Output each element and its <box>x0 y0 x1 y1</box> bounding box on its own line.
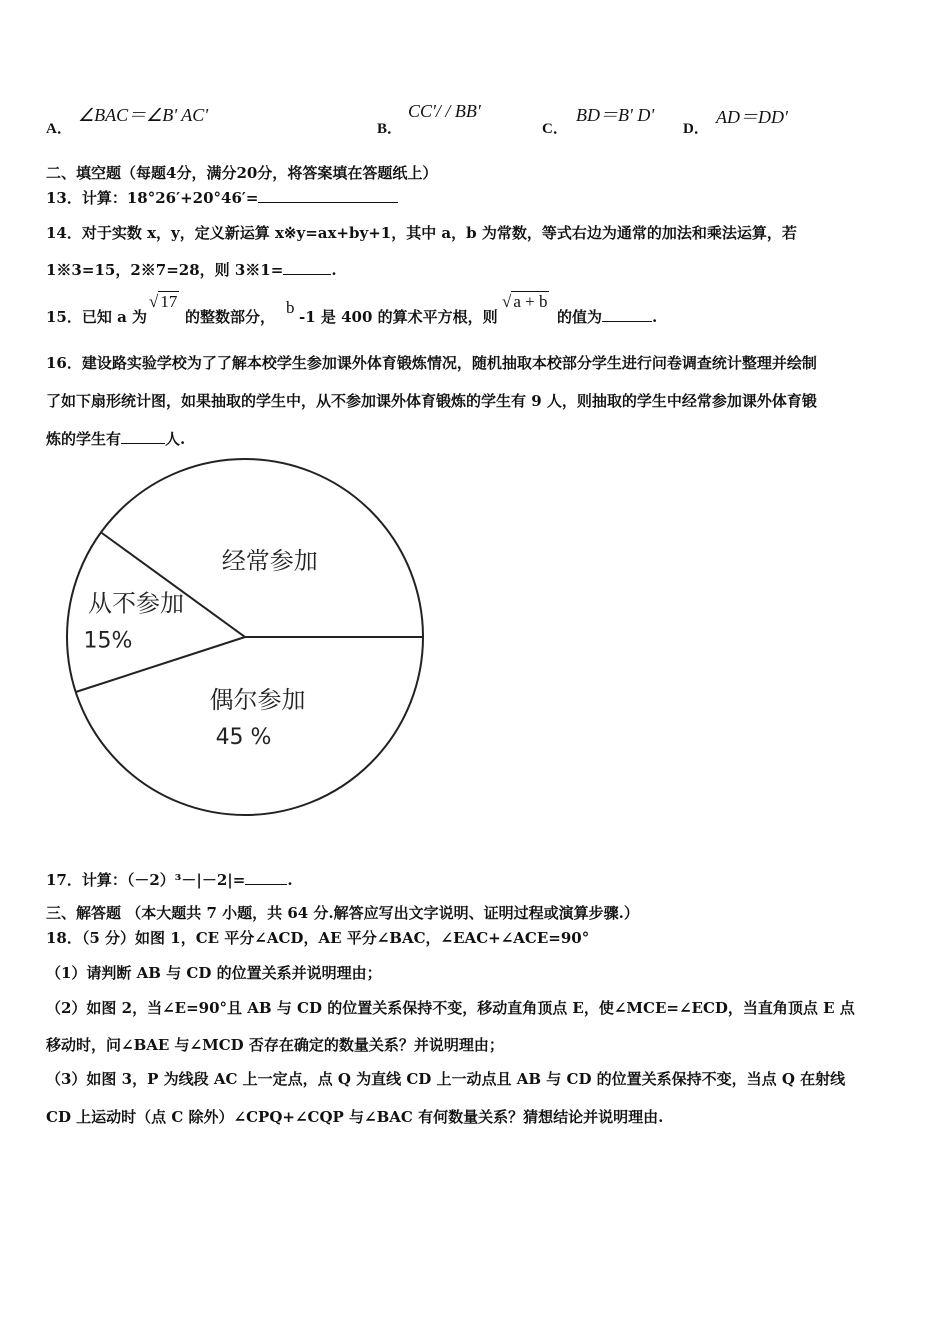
section-3-heading: 三、解答题 （本大题共 7 小题，共 64 分.解答应写出文字说明、证明过程或演算步骤.） <box>46 904 639 922</box>
question-16-line-1: 16．建设路实验学校为了了解本校学生参加课外体育锻炼情况，随机抽取本校部分学生进行问卷调查统计整理并绘制 <box>46 354 817 372</box>
answer-blank-14[interactable] <box>283 260 331 275</box>
sqrt-a-plus-b: √ a + b <box>502 292 548 311</box>
pie-value-1: 15% <box>83 628 133 654</box>
question-16-line-2: 了如下扇形统计图，如果抽取的学生中，从不参加课外体育锻炼的学生有 9 人，则抽取的学生中经常参加课外体育锻 <box>46 392 817 410</box>
question-17-end: . <box>287 871 293 889</box>
question-15-end: . <box>652 308 658 326</box>
question-13 <box>46 187 398 208</box>
option-c-label: C． <box>542 121 568 137</box>
option-d-expr: AD＝DD' <box>716 107 788 127</box>
sqrt-a-plus-b-radicand: a + b <box>513 292 548 311</box>
question-16-line-3 <box>46 428 185 449</box>
pie-value-2: 45 % <box>215 725 272 751</box>
question-18-part-3b: CD 上运动时（点 C 除外）∠CPQ+∠CQP 与∠BAC 有何数量关系？猜想结论并说明理由. <box>46 1108 664 1126</box>
question-15-part-1: 15．已知 a 为 <box>46 308 148 326</box>
pie-label-2: 偶尔参加 <box>209 686 306 715</box>
question-15-part-3: -1 是 400 的算术平方根，则 <box>299 308 498 326</box>
question-17-text: 17．计算：（－2）³－|－2|= <box>46 871 246 889</box>
pie-label-0: 经常参加 <box>221 546 318 575</box>
pie-label-1: 从不参加 <box>87 589 184 618</box>
option-b-label: B． <box>377 121 403 137</box>
answer-blank-16[interactable] <box>121 429 165 444</box>
question-18-part-2a: （2）如图 2，当∠E=90°且 AB 与 CD 的位置关系保持不变，移动直角顶点 E，使∠MCE=∠ECD，当直角顶点 E 点 <box>46 999 855 1017</box>
question-18-part-1: （1）请判断 AB 与 CD 的位置关系并说明理由； <box>46 964 382 982</box>
variable-b: b <box>286 298 295 317</box>
question-18-intro: 18．（5 分）如图 1，CE 平分∠ACD，AE 平分∠BAC，∠EAC+∠ACE=90° <box>46 929 590 947</box>
sqrt-17-radicand: 17 <box>160 292 178 311</box>
question-14-line-2 <box>46 259 337 280</box>
question-14-line-1: 14．对于实数 x，y，定义新运算 x※y=ax+by+1，其中 a，b 为常数，等式右边为通常的加法和乘法运算，若 <box>46 224 797 242</box>
option-c-expr: BD＝B' D' <box>576 105 655 125</box>
question-15-part-2: 的整数部分， <box>185 308 276 326</box>
question-16-text: 炼的学生有 <box>46 430 122 448</box>
question-13-text: 13．计算：18°26′+20°46′= <box>46 189 259 207</box>
question-18-part-2b: 移动时，问∠BAE 与∠MCD 否存在确定的数量关系？并说明理由； <box>46 1036 504 1054</box>
section-2-heading: 二、填空题（每题4分，满分20分，将答案填在答题纸上） <box>46 164 438 182</box>
question-15-value-text: 的值为 <box>557 308 603 326</box>
question-16-end: 人. <box>165 430 186 448</box>
answer-blank-17[interactable] <box>245 870 287 885</box>
sqrt-17: √ 17 <box>149 292 178 311</box>
answer-blank-13[interactable] <box>258 188 398 203</box>
option-d-label: D． <box>683 121 709 137</box>
answer-blank-15[interactable] <box>602 307 652 322</box>
option-a-expr: ∠BAC＝∠B' AC' <box>78 105 209 125</box>
option-b-expr: CC'/ / BB' <box>408 101 481 121</box>
question-15-part-4 <box>557 306 657 327</box>
question-14-text: 1※3=15，2※7=28，则 3※1= <box>46 261 284 279</box>
option-a-label: A． <box>46 121 72 137</box>
pie-chart <box>60 455 440 835</box>
question-14-end: . <box>331 261 337 279</box>
question-18-part-3a: （3）如图 3，P 为线段 AC 上一定点，点 Q 为直线 CD 上一动点且 AB 与 CD 的位置关系保持不变，当点 Q 在射线 <box>46 1070 846 1088</box>
question-17 <box>46 869 293 890</box>
